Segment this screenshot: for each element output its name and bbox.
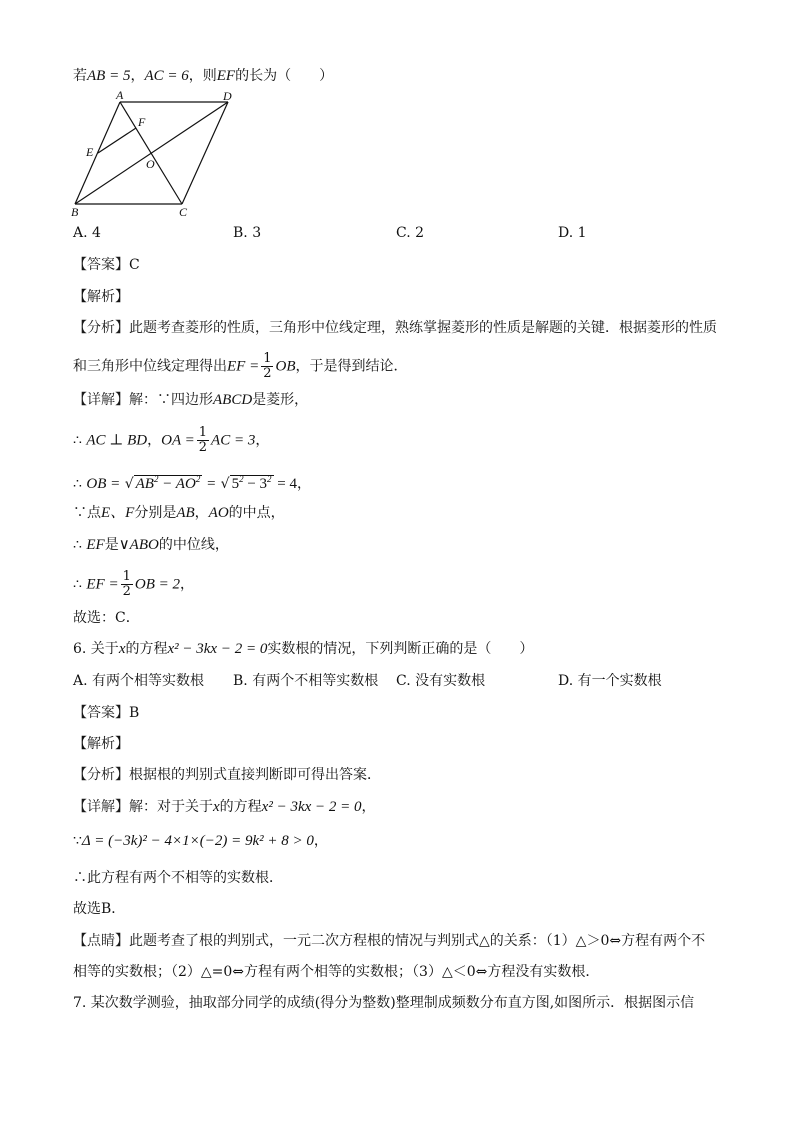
q5-fenxi-line2: 和三角形中位线定理得出EF = $\frac{1}{2}$ OB，于是得到结论． bbox=[73, 351, 408, 381]
q6-detail-3: ∴此方程有两个不相等的实数根． bbox=[73, 870, 283, 886]
q6-analysis-tag: 【解析】 bbox=[73, 736, 129, 752]
label-c: C bbox=[179, 205, 188, 219]
q5-option-d: D. 1 bbox=[558, 225, 587, 241]
label-o: O bbox=[146, 157, 155, 171]
q7-stem: 7. 某次数学测验，抽取部分同学的成绩(得分为整数)整理制成频数分布直方图,如图所示．根据图示信 bbox=[73, 995, 695, 1011]
q6-option-c: C. 没有实数根 bbox=[396, 673, 486, 689]
q5-detail-1: 【详解】解：∵四边形ABCD是菱形， bbox=[73, 392, 309, 408]
q5-detail-5: ∴ EF是∨ABO的中位线， bbox=[73, 537, 229, 553]
q5-detail-4: ∵点E、F分别是AB，AO的中点， bbox=[73, 505, 285, 521]
label-a: A bbox=[116, 88, 124, 102]
q5-choice: 故选：C． bbox=[73, 610, 140, 626]
q6-choice: 故选B． bbox=[73, 901, 126, 917]
q6-option-a: A. 有两个相等实数根 bbox=[73, 673, 205, 689]
q5-option-c: C. 2 bbox=[396, 225, 425, 241]
q6-detail-1: 【详解】解：对于关于x的方程x² − 3kx − 2 = 0， bbox=[73, 799, 376, 815]
q5-option-b: B. 3 bbox=[233, 225, 262, 241]
q5-answer: 【答案】C bbox=[73, 257, 140, 273]
q5-analysis-tag: 【解析】 bbox=[73, 289, 129, 305]
q6-dianjing-line2: 相等的实数根；（2）△=0⇔方程有两个相等的实数根；（3）△＜0⇔方程没有实数根． bbox=[73, 964, 600, 980]
q6-fenxi: 【分析】根据根的判别式直接判断即可得出答案． bbox=[73, 767, 381, 783]
q6-option-b: B. 有两个不相等实数根 bbox=[233, 673, 379, 689]
q6-option-d: D. 有一个实数根 bbox=[558, 673, 662, 689]
q5-detail-6: ∴ EF = $\frac{1}{2}$ OB = 2， bbox=[73, 569, 194, 599]
q6-stem: 6. 关于x的方程x² − 3kx − 2 = 0实数根的情况，下列判断正确的是（ ） bbox=[73, 641, 534, 657]
rhombus-figure bbox=[66, 88, 246, 220]
q5-detail-3: ∴ OB = √ $AB^2 - AO^2$ = √ $5^2 - 3^2 = 4$， bbox=[73, 474, 311, 492]
label-f: F bbox=[138, 115, 146, 129]
label-e: E bbox=[86, 145, 94, 159]
q5-option-a: A. 4 bbox=[73, 225, 101, 241]
label-d: D bbox=[223, 89, 232, 103]
q5-detail-2: ∴ AC ⊥ BD，OA = $\frac{1}{2}$ AC = 3， bbox=[73, 425, 270, 455]
q5-stem: 若AB = 5，AC = 6，则EF的长为（ ） bbox=[73, 68, 334, 84]
q6-dianjing: 【点睛】此题考查了根的判别式，一元二次方程根的情况与判别式△的关系：（1）△＞0⇔方程有两个不 bbox=[73, 933, 706, 949]
q6-answer: 【答案】B bbox=[73, 705, 140, 721]
q6-detail-2: ∵Δ = (−3k)² − 4×1×(−2) = 9k² + 8 > 0， bbox=[73, 833, 328, 849]
segment-ef bbox=[98, 128, 136, 153]
q5-fenxi: 【分析】此题考查菱形的性质，三角形中位线定理，熟练掌握菱形的性质是解题的关键．根据菱形的性质 bbox=[73, 320, 717, 336]
label-b: B bbox=[71, 205, 79, 219]
